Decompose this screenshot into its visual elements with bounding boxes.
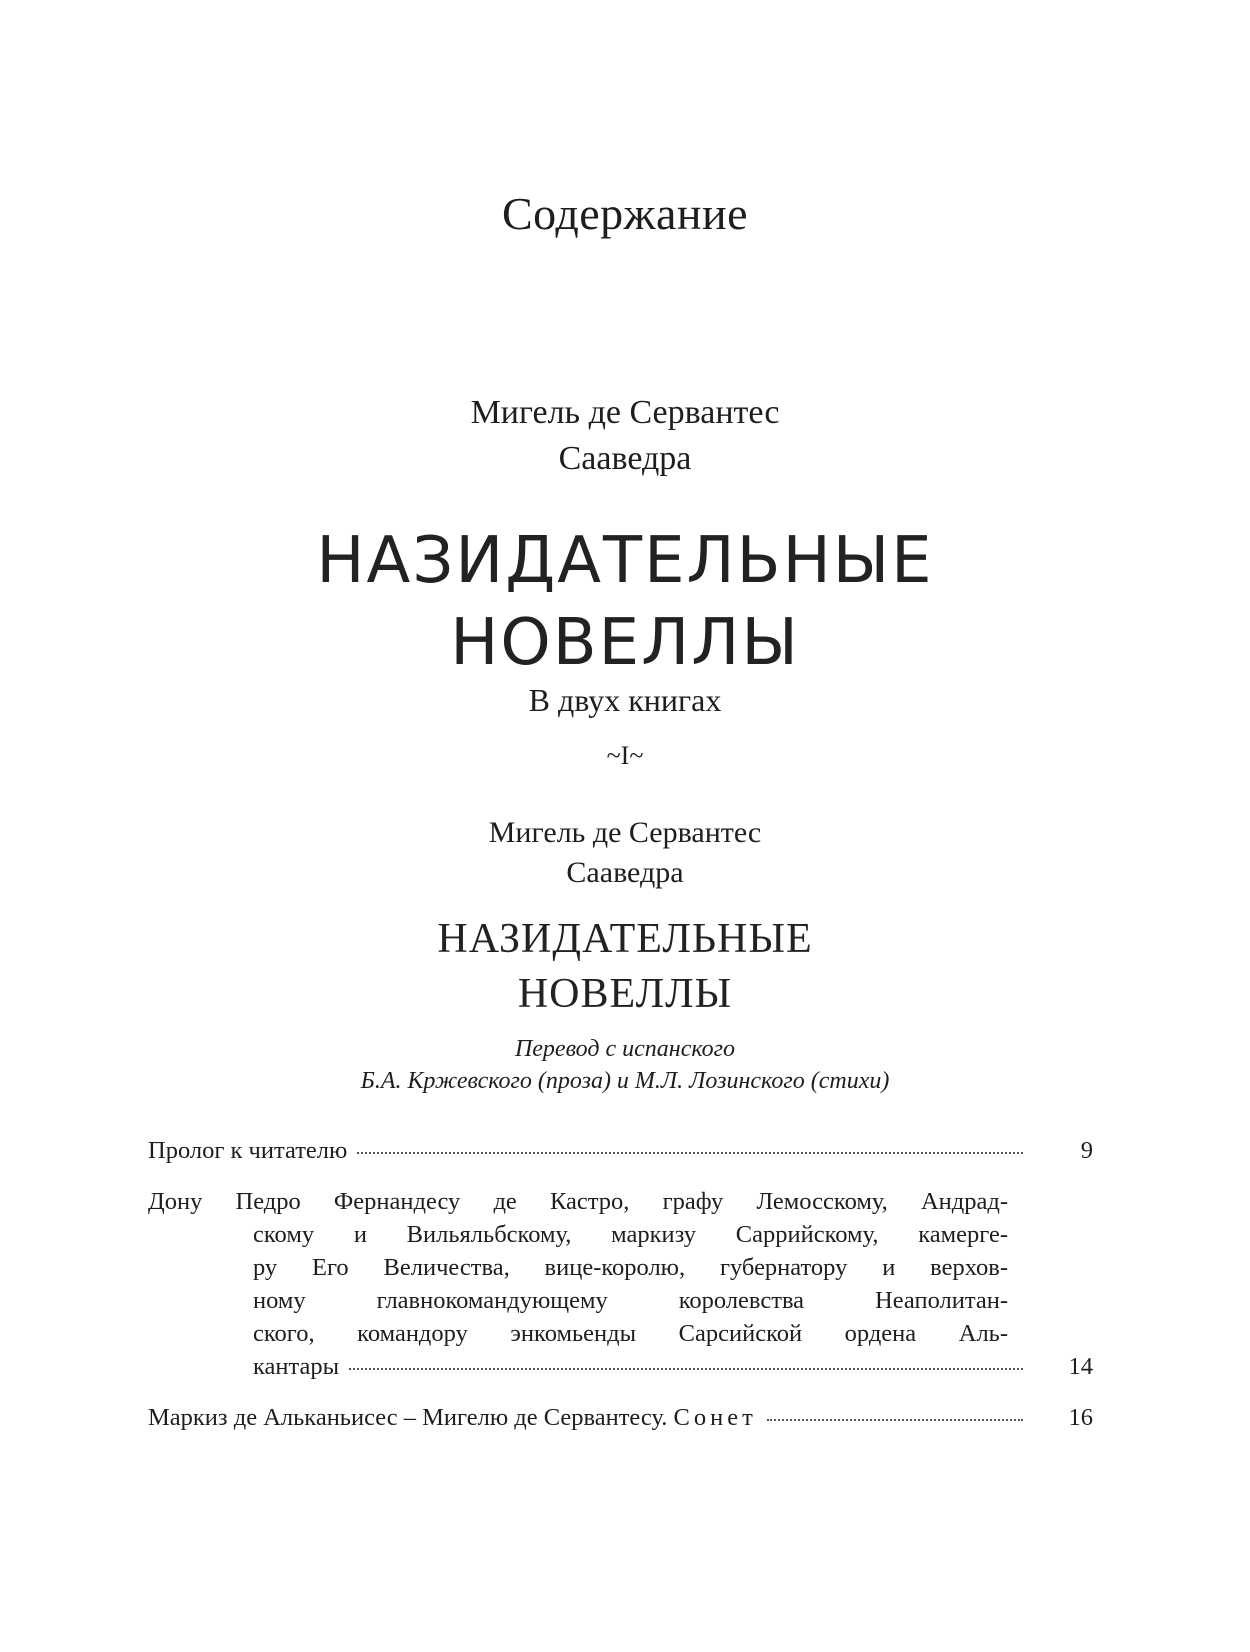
part-title-line-1: НАЗИДАТЕЛЬНЫЕ — [437, 916, 813, 962]
toc-page-number: 16 — [1068, 1404, 1093, 1431]
toc-entry-line: ру Его Величества, вице-королю, губернатору и верхов- — [253, 1254, 1008, 1281]
toc-entry-title-end: кантары — [253, 1353, 340, 1380]
part-title — [0, 912, 1250, 1022]
toc-entry-line — [148, 1134, 1093, 1167]
book-author-line-2: Сааведра — [558, 440, 692, 477]
toc-entry-line — [148, 1401, 1093, 1434]
book-title-line-2: НОВЕЛЛЫ — [450, 606, 800, 680]
toc-entry-line: ному главнокомандующему королевства Неаполитан- — [253, 1287, 1008, 1314]
part-author-line-2: Сааведра — [566, 856, 684, 889]
toc-entry-title: Пролог к читателю — [148, 1137, 348, 1164]
toc-entry-prologue[interactable] — [148, 1134, 1093, 1167]
book-author-line-1: Мигель де Сервантес — [470, 394, 780, 431]
contents-heading: Содержание — [501, 188, 749, 239]
dot-leader — [767, 1418, 1023, 1421]
book-author — [0, 390, 1250, 482]
volume-mark: ~I~ — [606, 741, 644, 770]
toc-entry-line: ского, командору энкомьенды Сарсийской ордена Аль- — [253, 1320, 1008, 1347]
part-author-line-1: Мигель де Сервантес — [488, 816, 762, 849]
part-author — [0, 813, 1250, 893]
toc-page-number: 9 — [1080, 1137, 1093, 1164]
translation-line-2: Б.А. Кржевского (проза) и М.Л. Лозинского (стихи) — [360, 1068, 890, 1094]
book-title — [0, 520, 1250, 684]
toc-entry-title — [148, 1401, 757, 1434]
dot-leader — [349, 1367, 1023, 1370]
part-title-line-2: НОВЕЛЛЫ — [517, 971, 733, 1017]
toc-entry-line: скому и Вильяльбскому, маркизу Саррийскому, камерге- — [253, 1221, 1008, 1248]
translation-line-1: Перевод с испанского — [514, 1036, 736, 1062]
toc-entry-dedication[interactable] — [148, 1185, 1093, 1383]
book-title-line-1: НАЗИДАТЕЛЬНЫЕ — [316, 524, 934, 598]
translation-credit — [0, 1033, 1250, 1097]
toc-entry-text-block — [148, 1185, 1008, 1350]
dot-leader — [357, 1151, 1023, 1154]
book-subtitle: В двух книгах — [528, 682, 722, 718]
toc-entry-title-main: Маркиз де Альканьисес – Мигелю де Сервантесу. — [148, 1404, 668, 1431]
toc-entry-line — [148, 1350, 1093, 1383]
toc-entry-line: Дону Педро Фернандесу де Кастро, графу Лемосскому, Андрад- — [148, 1188, 1008, 1215]
toc-page-number: 14 — [1068, 1353, 1093, 1380]
toc-entry-sonnet[interactable] — [148, 1401, 1093, 1434]
table-of-contents — [148, 1134, 1093, 1452]
toc-entry-genre: Сонет — [673, 1404, 757, 1431]
